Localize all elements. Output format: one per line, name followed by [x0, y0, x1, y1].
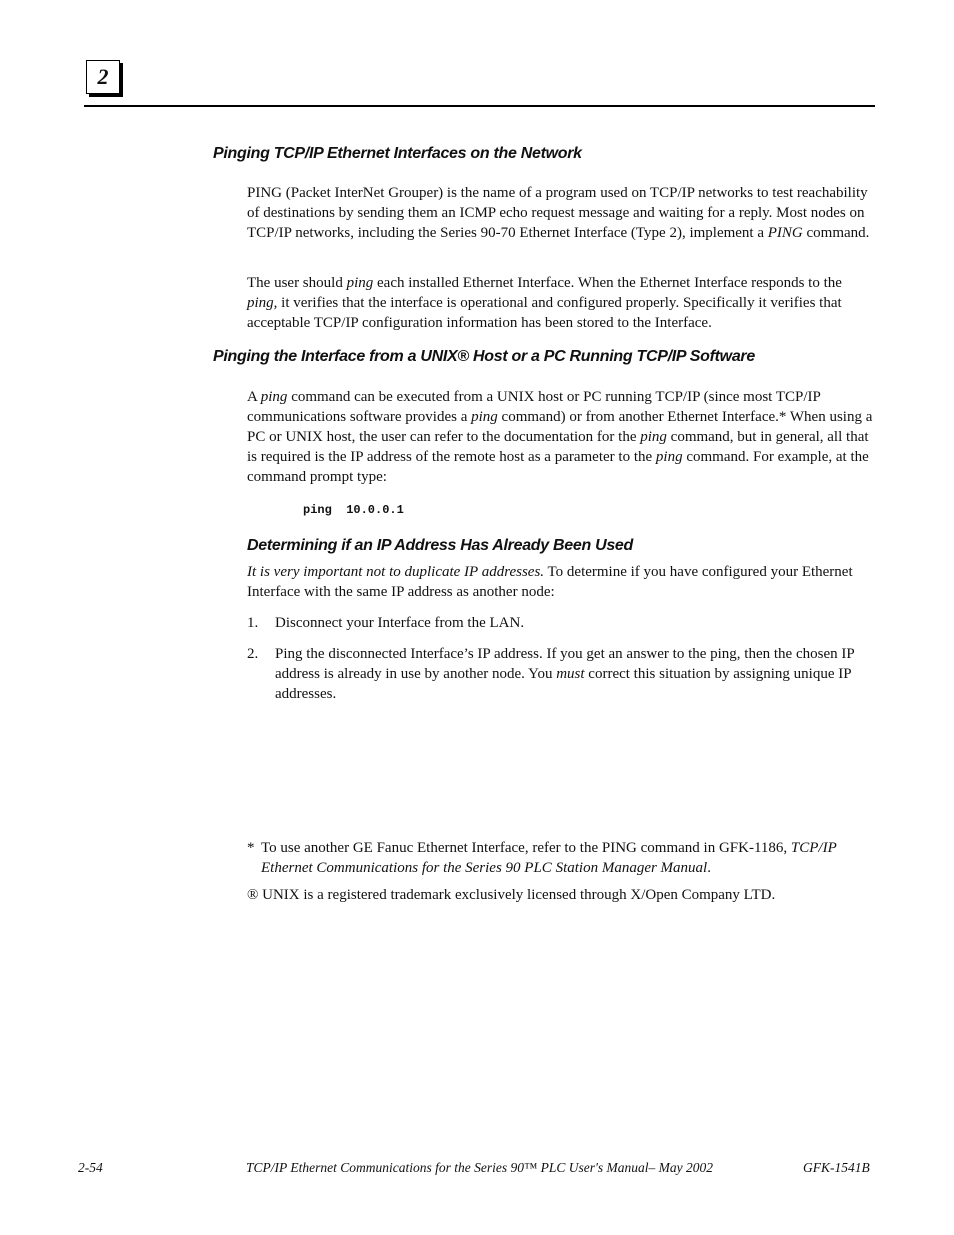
footer-doc-id: GFK-1541B [803, 1160, 870, 1175]
paragraph-ping-each-interface: The user should ping each installed Ethernet Interface. When the Ethernet Interface responds to the ping, it verifies that the interface is operational and configured properly. Specifically it verifies that acceptable TCP/IP configuration information has been stored to the Interface. [247, 275, 842, 331]
footnote-trademark: ® UNIX is a registered trademark exclusively licensed through X/Open Company LTD. [247, 887, 776, 903]
paragraph-duplicate-ip: It is very important not to duplicate IP addresses. To determine if you have configured your Ethernet Interface with the same IP address as another node: [247, 564, 853, 600]
footer-page-number: 2-54 [78, 1160, 103, 1175]
chapter-number-box [86, 60, 120, 94]
footer-manual-title: TCP/IP Ethernet Communications for the Series 90™ PLC User's Manual– May 2002 [246, 1160, 713, 1175]
section-heading-unix-pc: Pinging the Interface from a UNIX® Host or a PC Running TCP/IP Software [213, 348, 755, 365]
list-item-text: Ping the disconnected Interface’s IP address. If you get an answer to the ping, then the chosen IP address is already in use by another node. You must correct this situation by assigning unique IP addresses. [275, 646, 855, 702]
code-example-ping: ping 10.0.0.1 [303, 503, 404, 517]
paragraph-ping-definition: PING (Packet InterNet Grouper) is the name of a program used on TCP/IP networks to test reachability of destinations by sending them an ICMP echo request message and waiting for a reply. Most nodes on TCP/IP networks, including the Series 90-70 Ethernet Interface (Type 2), implement a PING command. [247, 185, 870, 241]
list-item-text: Disconnect your Interface from the LAN. [275, 615, 525, 631]
header-rule [84, 105, 875, 107]
chapter-number: 2 [97, 64, 109, 89]
subheading-duplicate-ip: Determining if an IP Address Has Already Been Used [247, 537, 634, 554]
footnote-mark: * [247, 840, 255, 856]
list-item-number: 2. [247, 646, 259, 662]
section-heading-pinging: Pinging TCP/IP Ethernet Interfaces on the Network [213, 145, 582, 162]
footnote-text: To use another GE Fanuc Ethernet Interface, refer to the PING command in GFK-1186, TCP/IP Ethernet Communications for the Series 90 PLC Station Manager Manual. [261, 840, 837, 876]
paragraph-ping-command: A ping command can be executed from a UNIX host or PC running TCP/IP (since most TCP/IP communications software provides a ping command) or from another Ethernet Interface.* When using a PC or UNIX host, the user can refer to the documentation for the ping command, but in general, all that is required is the IP address of the remote host as a parameter to the ping command. For example, at the command prompt type: [247, 389, 873, 485]
list-item-number: 1. [247, 615, 259, 631]
